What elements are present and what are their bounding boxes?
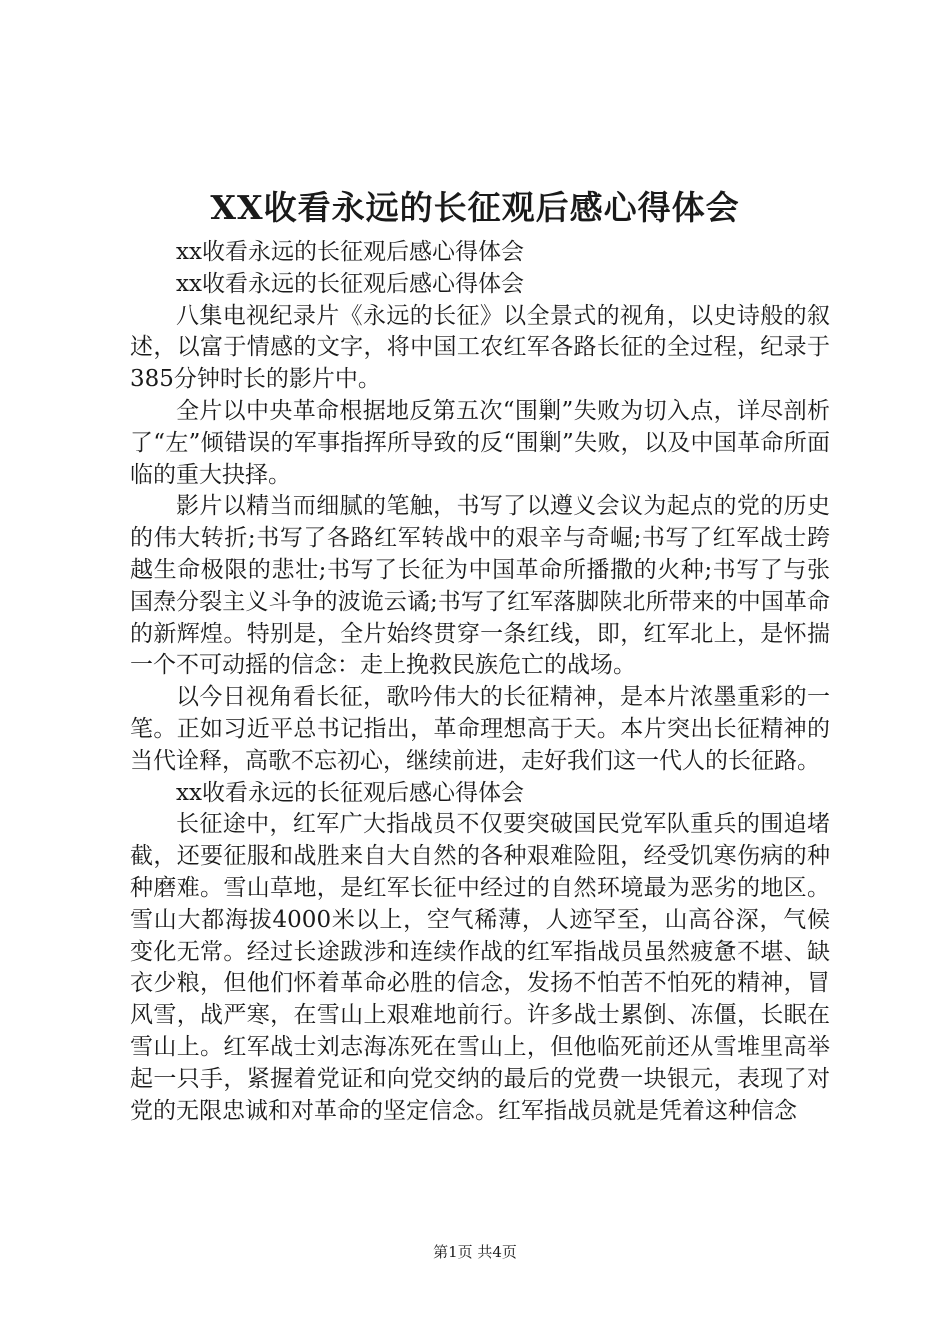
subtitle-line: xx收看永远的长征观后感心得体会 [176,239,524,265]
section-heading: xx收看永远的长征观后感心得体会 [176,779,524,806]
document-title: XX收看永远的长征观后感心得体会 [210,188,740,227]
body-paragraph: 八集电视纪录片《永远的长征》以全景式的视角，以史诗般的叙述，以富于情感的文字，将中国工农红军各路长征的全过程，纪录于385分钟时长的影片中。 [130,302,830,393]
subtitle-line: xx收看永远的长征观后感心得体会 [176,270,524,297]
body-paragraph: 影片以精当而细腻的笔触，书写了以遵义会议为起点的党的历史的伟大转折;书写了各路红军转战中的艰辛与奇崛;书写了红军战士跨越生命极限的悲壮;书写了长征为中国革命所播撒的火种;书写了与张国焘分裂主义斗争的波诡云谲;书写了红军落脚陕北所带来的中国革命的新辉煌。特别是，全片始终贯穿一条红线，即，红军北上，是怀揣一个不可动摇的信念：走上挽救民族危亡的战场。 [130,493,830,679]
document-body [130,237,830,1127]
body-paragraph: 全片以中央革命根据地反第五次“围剿”失败为切入点，详尽剖析了“左”倾错误的军事指挥所导致的反“围剿”失败，以及中国革命所面临的重大抉择。 [130,397,830,488]
page-footer: 第1页 共4页 [433,1243,517,1261]
body-paragraph: 长征途中，红军广大指战员不仅要突破国民党军队重兵的围追堵截，还要征服和战胜来自大自然的各种艰难险阻，经受饥寒伤病的种种磨难。雪山草地，是红军长征中经过的自然环境最为恶劣的地区。雪山大都海拔4000米以上，空气稀薄，人迹罕至，山高谷深，气候变化无常。经过长途跋涉和连续作战的红军指战员虽然疲惫不堪、缺衣少粮，但他们怀着革命必胜的信念，发扬不怕苦不怕死的精神，冒风雪，战严寒，在雪山上艰难地前行。许多战士累倒、冻僵，长眠在雪山上。红军战士刘志海冻死在雪山上，但他临死前还从雪堆里高举起一只手，紧握着党证和向党交纳的最后的党费一块银元，表现了对党的无限忠诚和对革命的坚定信念。红军指战员就是凭着这种信念 [130,811,830,1124]
body-paragraph: 以今日视角看长征，歌吟伟大的长征精神，是本片浓墨重彩的一笔。正如习近平总书记指出，革命理想高于天。本片突出长征精神的当代诠释，高歌不忘初心，继续前进，走好我们这一代人的长征路。 [130,684,830,774]
